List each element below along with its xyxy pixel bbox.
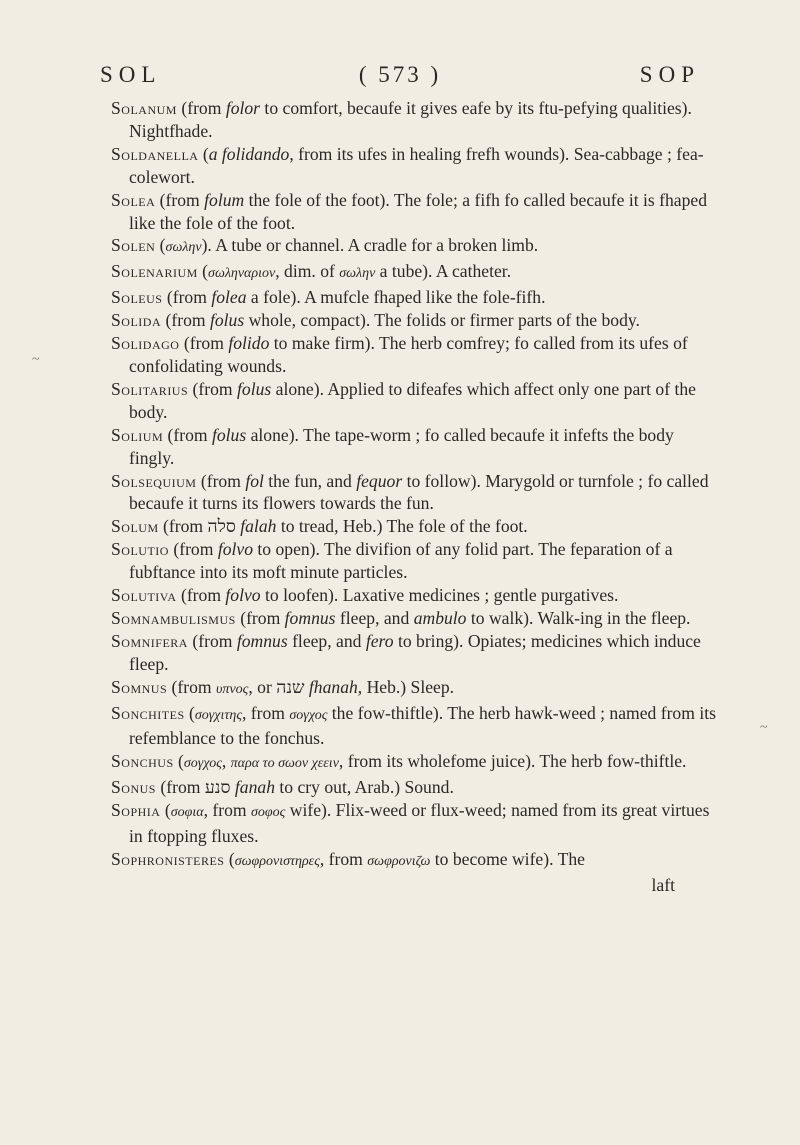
- entry-headword: Sonchites: [111, 702, 185, 723]
- dictionary-entry: Sonus (from סנע fanah to cry out, Arab.) Sound.: [111, 777, 454, 798]
- greek-etymon: σωλην: [339, 266, 376, 282]
- greek-etymon: σοφος: [251, 805, 286, 821]
- dictionary-entry: Solenarium (σωληναριον, dim. of σωλην a tube). A catheter.: [111, 261, 512, 282]
- latin-etymon: folido: [228, 333, 270, 354]
- entry-headword: Solutiva: [111, 585, 177, 606]
- dictionary-entry: Solea (from folum the fole of the foot). The fole; a fifh fo called becaufe it is fhaped like the fole of the foot.: [111, 189, 707, 233]
- entry-headword: Solutio: [111, 539, 169, 560]
- dictionary-entry: Solida (from folus whole, compact). The folids or firmer parts of the body.: [111, 310, 640, 331]
- entry-headword: Solen: [111, 235, 156, 256]
- latin-etymon: ambulo: [413, 607, 467, 628]
- dictionary-entry: Sonchites (σογχιτης, from σογχος the fow-thiftle). The herb hawk-weed ; named from its refemblance to the fonchus.: [111, 702, 716, 749]
- greek-etymon: υπνος: [216, 681, 249, 697]
- latin-etymon: folea: [211, 287, 247, 308]
- greek-etymon: σογχος: [183, 756, 222, 772]
- greek-etymon: σωλην: [165, 240, 202, 256]
- entry-headword: Solum: [111, 516, 159, 537]
- latin-etymon: fomnus: [284, 607, 336, 628]
- entry-headword: Soldanella: [111, 143, 199, 164]
- entry-headword: Soleus: [111, 287, 163, 308]
- dictionary-entry: Solutiva (from folvo to loofen). Laxative medicines ; gentle purgatives.: [111, 585, 619, 606]
- dictionary-entry: Solsequium (from fol the fun, and fequor to follow). Marygold or turnfole ; fo called becaufe it turns its flowers towards the fun.: [111, 470, 709, 514]
- dictionary-entry: Somnus (from υπνος, or שנה fhanah, Heb.) Sleep.: [111, 676, 455, 697]
- greek-etymon: σωφρονιστηρες: [234, 854, 320, 869]
- entry-headword: Solium: [111, 424, 164, 445]
- hebrew-etymon: שנה: [276, 676, 305, 697]
- latin-etymon: fero: [365, 630, 394, 651]
- dictionary-entry: Solen (σωλην). A tube or channel. A cradle for a broken limb.: [111, 235, 539, 256]
- latin-etymon: folum: [204, 189, 245, 210]
- entry-headword: Solea: [111, 189, 156, 210]
- running-header: [100, 62, 700, 90]
- dictionary-entry: Soleus (from folea a fole). A mufcle fhaped like the fole-fifh.: [111, 287, 546, 308]
- margin-mark: ~: [760, 720, 768, 735]
- dictionary-entry: Somnambulismus (from fomnus fleep, and ambulo to walk). Walk-ing in the fleep.: [111, 607, 691, 628]
- greek-etymon: σωφρονιζω: [367, 854, 431, 869]
- latin-etymon: folus: [237, 378, 272, 399]
- dictionary-entry: Solum (from סלה falah to tread, Heb.) The fole of the foot.: [111, 516, 528, 537]
- greek-etymon: σογχιτης: [194, 707, 242, 723]
- latin-etymon: fanah: [234, 777, 275, 798]
- entry-headword: Sophronisteres: [111, 849, 225, 869]
- greek-etymon: σοφια: [170, 805, 204, 821]
- latin-etymon: fol: [245, 470, 264, 491]
- entry-headword: Solsequium: [111, 470, 197, 491]
- entry-headword: Solitarius: [111, 378, 189, 399]
- dictionary-entry: Sophia (σοφια, from σοφος wife). Flix-weed or flux-weed; named from its great virtues in ftopping fluxes.: [111, 800, 710, 847]
- header-left: SOL: [100, 62, 162, 87]
- latin-etymon: fomnus: [236, 630, 288, 651]
- dictionary-entries: [111, 97, 723, 897]
- hebrew-etymon: סלה: [207, 516, 236, 537]
- dictionary-entry: Solidago (from folido to make firm). The herb comfrey; fo called from its ufes of confolidating wounds.: [111, 333, 688, 376]
- entry-headword: Solida: [111, 310, 162, 331]
- latin-etymon: folor: [225, 98, 261, 118]
- latin-etymon: folus: [209, 310, 245, 331]
- page-number: ( 573 ): [358, 62, 442, 87]
- dictionary-entry: Sonchus (σογχος, παρα το σωον χεειν, from its wholefome juice). The herb fow-thiftle.: [111, 751, 687, 772]
- dictionary-entry: Sophronisteres (σωφρονιστηρες, from σωφρονιζω to become wife). The: [111, 849, 585, 869]
- dictionary-entry: Solutio (from folvo to open). The divifion of any folid part. The feparation of a fubftance into its moft minute particles.: [111, 539, 673, 583]
- catchword: laft: [651, 874, 675, 895]
- dictionary-entry: Solanum (from folor to comfort, becaufe it gives eafe by its ftu-pefying qualities). Nightfhade.: [111, 98, 692, 141]
- entry-headword: Somnus: [111, 676, 168, 697]
- entry-headword: Sonus: [111, 777, 156, 798]
- greek-etymon: σωληναριον: [208, 266, 276, 282]
- latin-etymon: a folidando: [208, 143, 290, 164]
- latin-etymon: fequor: [356, 470, 403, 491]
- latin-etymon: falah: [240, 516, 277, 537]
- latin-etymon: folus: [211, 424, 247, 445]
- dictionary-entry: Solium (from folus alone). The tape-worm ; fo called becaufe it infefts the body fingly.: [111, 424, 674, 468]
- margin-mark: ~: [32, 352, 40, 367]
- latin-etymon: folvo: [225, 585, 261, 606]
- hebrew-etymon: סנע: [204, 777, 231, 798]
- dictionary-entry: Soldanella (a folidando, from its ufes in healing frefh wounds). Sea-cabbage ; fea-colewort.: [111, 143, 704, 187]
- greek-etymon: παρα το σωον χεειν: [230, 756, 339, 772]
- latin-etymon: folvo: [217, 539, 253, 560]
- entry-headword: Somnambulismus: [111, 607, 236, 628]
- dictionary-entry: Solitarius (from folus alone). Applied to difeafes which affect only one part of the body.: [111, 378, 696, 422]
- entry-headword: Solanum: [111, 98, 177, 118]
- entry-headword: Somnifera: [111, 630, 188, 651]
- dictionary-entry: Somnifera (from fomnus fleep, and fero to bring). Opiates; medicines which induce fleep.: [111, 630, 701, 674]
- entry-headword: Solenarium: [111, 261, 198, 282]
- entry-headword: Sonchus: [111, 751, 174, 772]
- latin-etymon: fhanah: [308, 676, 358, 697]
- entry-headword: Solidago: [111, 333, 180, 354]
- header-right: SOP: [639, 62, 700, 87]
- entry-headword: Sophia: [111, 800, 161, 821]
- greek-etymon: σογχος: [289, 707, 328, 723]
